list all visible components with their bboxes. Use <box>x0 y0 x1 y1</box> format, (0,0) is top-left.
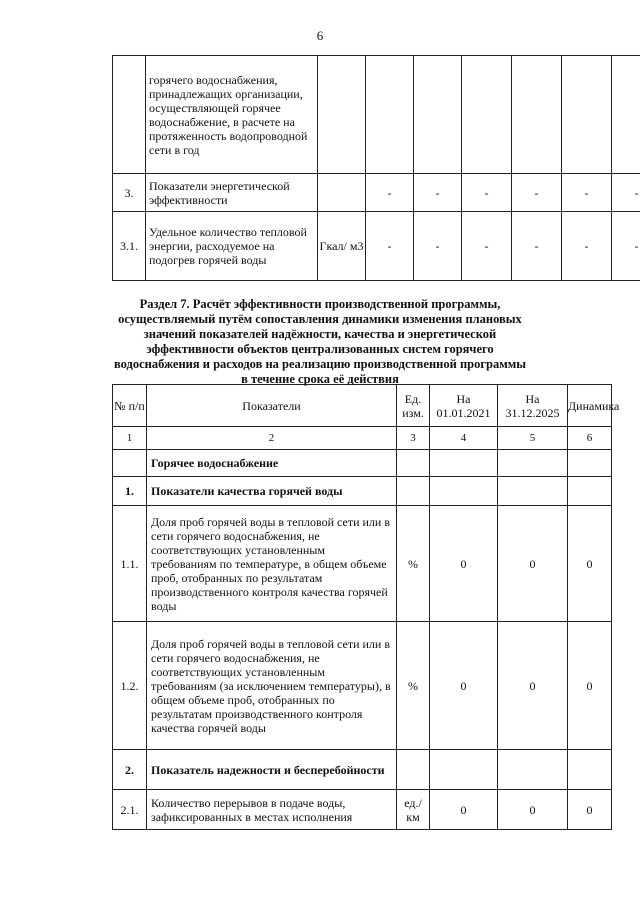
header-date-2025: На 31.12.2025 <box>498 385 568 427</box>
section-heading: Раздел 7. Расчёт эффективности производственной программы, осуществляемый путём сопоставления динамики изменения плановых значений показателей надёжности, качества и энергетической эффективности объектов централизованных систем горячего водоснабжения и расходов на реализацию производственной программы в течение срока её действия <box>113 297 527 386</box>
header-num: № п/п <box>113 385 147 427</box>
value-cell: 0 <box>430 790 498 830</box>
value-cell: - <box>462 174 512 212</box>
header-date-2021: На 01.01.2021 <box>430 385 498 427</box>
unit-cell: % <box>397 622 430 750</box>
value-cell: 0 <box>568 622 612 750</box>
unit-cell <box>397 750 430 790</box>
column-index: 4 <box>430 427 498 450</box>
indicator-text: Показатели энергетической эффективности <box>146 174 318 212</box>
section-label: Горячее водоснабжение <box>147 450 397 477</box>
unit-cell: ед./ км <box>397 790 430 830</box>
column-index: 2 <box>147 427 397 450</box>
row-number: 2.1. <box>113 790 147 830</box>
row-number: 1. <box>113 477 147 506</box>
row-number <box>113 56 146 174</box>
unit-cell: % <box>397 506 430 622</box>
header-unit: Ед. изм. <box>397 385 430 427</box>
value-cell <box>414 56 462 174</box>
value-cell: - <box>612 174 640 212</box>
column-index: 3 <box>397 427 430 450</box>
value-cell <box>498 477 568 506</box>
value-cell: - <box>562 174 612 212</box>
row-number: 1.2. <box>113 622 147 750</box>
header-indicator: Показатели <box>147 385 397 427</box>
column-index: 5 <box>498 427 568 450</box>
indicators-table-continuation <box>112 55 640 281</box>
value-cell <box>562 56 612 174</box>
value-cell <box>430 750 498 790</box>
section-label-row <box>113 450 612 477</box>
unit-cell <box>397 477 430 506</box>
row-number: 1.1. <box>113 506 147 622</box>
value-cell: - <box>366 174 414 212</box>
value-cell <box>568 750 612 790</box>
efficiency-table <box>112 384 620 830</box>
value-cell: - <box>562 212 612 281</box>
indicator-text: Удельное количество тепловой энергии, расходуемое на подогрев горячей воды <box>146 212 318 281</box>
indicator-text: Количество перерывов в подаче воды, зафиксированных в местах исполнения <box>147 790 397 830</box>
column-index: 6 <box>568 427 612 450</box>
indicator-text: Доля проб горячей воды в тепловой сети или в сети горячего водоснабжения, не соответствующих установленным требованиям (за исключением температуры), в общем объеме проб, отобранных по результатам производственного контроля качества горячей воды <box>147 622 397 750</box>
value-cell <box>498 750 568 790</box>
value-cell: - <box>462 212 512 281</box>
value-cell: 0 <box>430 622 498 750</box>
table-row <box>113 506 612 622</box>
row-number: 3. <box>113 174 146 212</box>
value-cell: - <box>512 174 562 212</box>
value-cell: 0 <box>498 622 568 750</box>
unit-cell: Гкал/ м3 <box>318 212 366 281</box>
value-cell: - <box>512 212 562 281</box>
table-row <box>113 750 612 790</box>
value-cell: 0 <box>430 506 498 622</box>
table-row <box>113 622 612 750</box>
page-number: 6 <box>316 28 324 43</box>
value-cell: 0 <box>498 790 568 830</box>
indicator-text: Показатель надежности и бесперебойности <box>147 750 397 790</box>
value-cell: - <box>366 212 414 281</box>
indicator-text: Доля проб горячей воды в тепловой сети или в сети горячего водоснабжения, не соответствующих установленным требованиям по температуре, в общем объеме проб, отобранных по результатам производственного контроля качества горячей воды <box>147 506 397 622</box>
value-cell <box>366 56 414 174</box>
table-row <box>113 174 640 212</box>
table-row <box>113 212 640 281</box>
column-index: 1 <box>113 427 147 450</box>
row-number: 3.1. <box>113 212 146 281</box>
value-cell: 0 <box>498 506 568 622</box>
indicator-text: горячего водоснабжения, принадлежащих организации, осуществляющей горячее водоснабжение, в расчете на протяженность водопроводной сети в год <box>146 56 318 174</box>
value-cell: 0 <box>568 790 612 830</box>
value-cell <box>430 477 498 506</box>
table-row <box>113 477 612 506</box>
header-row <box>113 385 612 427</box>
value-cell: - <box>612 212 640 281</box>
value-cell <box>462 56 512 174</box>
value-cell: 0 <box>568 506 612 622</box>
row-number: 2. <box>113 750 147 790</box>
value-cell: - <box>414 174 462 212</box>
column-index-row <box>113 427 612 450</box>
value-cell: - <box>414 212 462 281</box>
table-row <box>113 790 612 830</box>
value-cell <box>512 56 562 174</box>
header-dynamics: Динамика <box>568 385 612 427</box>
value-cell <box>612 56 640 174</box>
unit-cell <box>318 56 366 174</box>
indicator-text: Показатели качества горячей воды <box>147 477 397 506</box>
value-cell <box>568 477 612 506</box>
unit-cell <box>318 174 366 212</box>
table-row <box>113 56 640 174</box>
